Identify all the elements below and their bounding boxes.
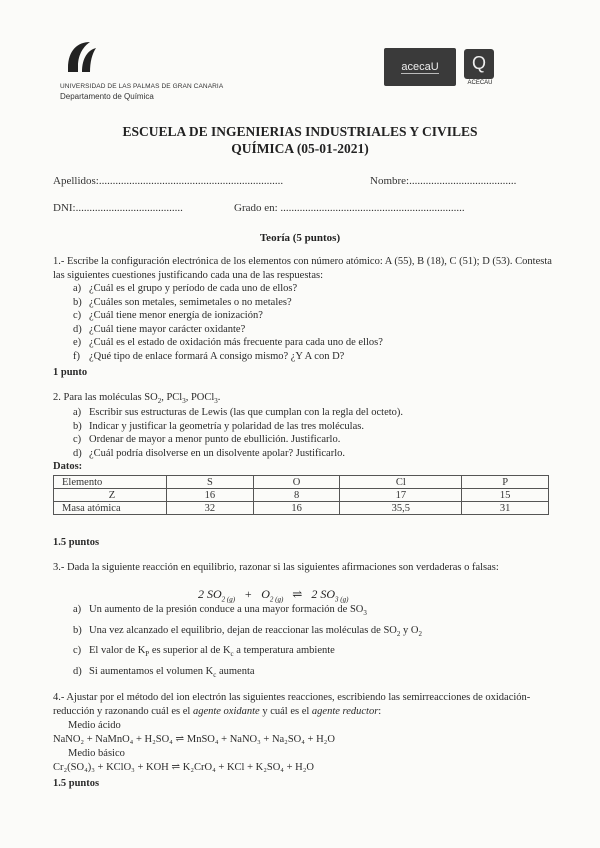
list-item: a) Escribir sus estructuras de Lewis (las que cumplan con la regla del octeto). bbox=[73, 407, 404, 418]
q1-items bbox=[73, 282, 383, 363]
q4-points: 1.5 puntos bbox=[53, 778, 100, 789]
university-logo-icon bbox=[64, 38, 100, 76]
q2-points: 1.5 puntos bbox=[53, 537, 100, 548]
aceca-logo-text: acecaU bbox=[401, 60, 439, 73]
university-header bbox=[60, 38, 223, 101]
equilibrium-equation: 2 $SO_{2 (g)}$ + $O_{2 (g)}$ ⇌ 2 $SO_{3 (g)}$ bbox=[198, 587, 349, 604]
q1-points: 1 punto bbox=[53, 367, 88, 378]
q3-intro: 3.- Dada la siguiente reacción en equilibrio, razonar si las siguientes afirmaciones son verdaderas o falsas: bbox=[53, 562, 499, 573]
list-item: b) ¿Cuáles son metales, semimetales o no metales? bbox=[73, 296, 292, 308]
nombre-field[interactable]: Nombre:....................................... bbox=[370, 175, 517, 187]
table-row: Z 16 8 17 15 bbox=[54, 489, 549, 502]
apellidos-field[interactable]: Apellidos:................................................................... bbox=[53, 175, 284, 187]
list-item: b) Una vez alcanzado el equilibrio, dejan de reaccionar las moléculas de $SO_2$ y $O_2$ bbox=[73, 624, 422, 638]
list-item: d) ¿Cuál podría disolverse en un disolvente apolar? Justificarlo. bbox=[73, 447, 346, 459]
list-item: b) Indicar y justificar la geometría y polaridad de las tres moléculas. bbox=[73, 420, 364, 432]
list-item: c) ¿Cuál tiene menor energía de ionización? bbox=[73, 310, 263, 321]
section-title: Teoría (5 puntos) bbox=[259, 232, 341, 244]
quality-logo-caption: ACECAU bbox=[467, 79, 493, 86]
list-item: c) El valor de $K_P$ es superior al de $K_c$ a temperatura ambiente bbox=[73, 645, 335, 659]
department-name: Departamento de Química bbox=[60, 92, 154, 101]
exam-title: QUÍMICA (05-01-2021) bbox=[231, 141, 369, 156]
quality-logo bbox=[464, 49, 496, 86]
list-item: a) ¿Cuál es el grupo y período de cada uno de ellos? bbox=[73, 283, 298, 294]
q4-medio-acido: Medio ácido bbox=[68, 720, 121, 731]
list-item: a) Un aumento de la presión conduce a una mayor formación de $SO_3$ bbox=[73, 604, 367, 618]
dni-field[interactable]: DNI:....................................... bbox=[53, 202, 183, 214]
q2-intro: 2. Para las moléculas $SO_2$, PCl$_3$, POCl$_3$. bbox=[53, 392, 221, 406]
q2-items bbox=[73, 406, 403, 460]
table-row: Masa atómica 32 16 35,5 31 bbox=[54, 502, 549, 515]
quality-q-icon: Q bbox=[464, 49, 494, 79]
list-item: f) ¿Qué tipo de enlace formará A consigo mismo? ¿Y A con D? bbox=[73, 350, 345, 362]
data-table bbox=[53, 475, 549, 515]
q4-reaction-acid: NaNO₂ + NaMnO₄ + H₂SO₄ ⇌ MnSO₄ + NaNO₃ + Na₂SO₄ + H₂O bbox=[53, 734, 335, 745]
datos-label: Datos: bbox=[53, 461, 83, 472]
table-row: Elemento S O Cl P bbox=[54, 476, 549, 489]
grado-field[interactable]: Grado en: ................................................................... bbox=[234, 202, 465, 214]
list-item: d) ¿Cuál tiene mayor carácter oxidante? bbox=[73, 323, 246, 335]
q3-items bbox=[73, 603, 422, 682]
university-name: UNIVERSIDAD DE LAS PALMAS DE GRAN CANARIA bbox=[60, 83, 224, 90]
list-item: c) Ordenar de mayor a menor punto de ebullición. Justificarlo. bbox=[73, 434, 341, 445]
aceca-logo bbox=[384, 48, 456, 86]
school-title: ESCUELA DE INGENIERIAS INDUSTRIALES Y CIVILES bbox=[122, 124, 478, 139]
q1-intro: 1.- Escribe la configuración electrónica de los elementos con número atómico: A (55), B (18), C (51); D (53). Contesta las siguientes cuestiones justificando cada una de las respuestas: bbox=[53, 256, 552, 281]
list-item: e) ¿Cuál es el estado de oxidación más frecuente para cada uno de ellos? bbox=[73, 337, 383, 348]
q4-reaction-basic: Cr₂(SO₄)₃ + KClO₃ + KOH ⇌ K₂CrO₄ + KCl + K₂SO₄ + H₂O bbox=[53, 762, 314, 773]
list-item: d) Si aumentamos el volumen $K_c$ aumenta bbox=[73, 665, 255, 679]
q4-medio-basico: Medio básico bbox=[68, 748, 125, 759]
aceca-logos bbox=[384, 48, 496, 86]
q4-intro: 4.- Ajustar por el método del ion electrón las siguientes reacciones, escribiendo las semirreacciones de oxidación-reducción y razonando cuál es el agente oxidante y cuál es el agente reductor: bbox=[53, 692, 531, 717]
